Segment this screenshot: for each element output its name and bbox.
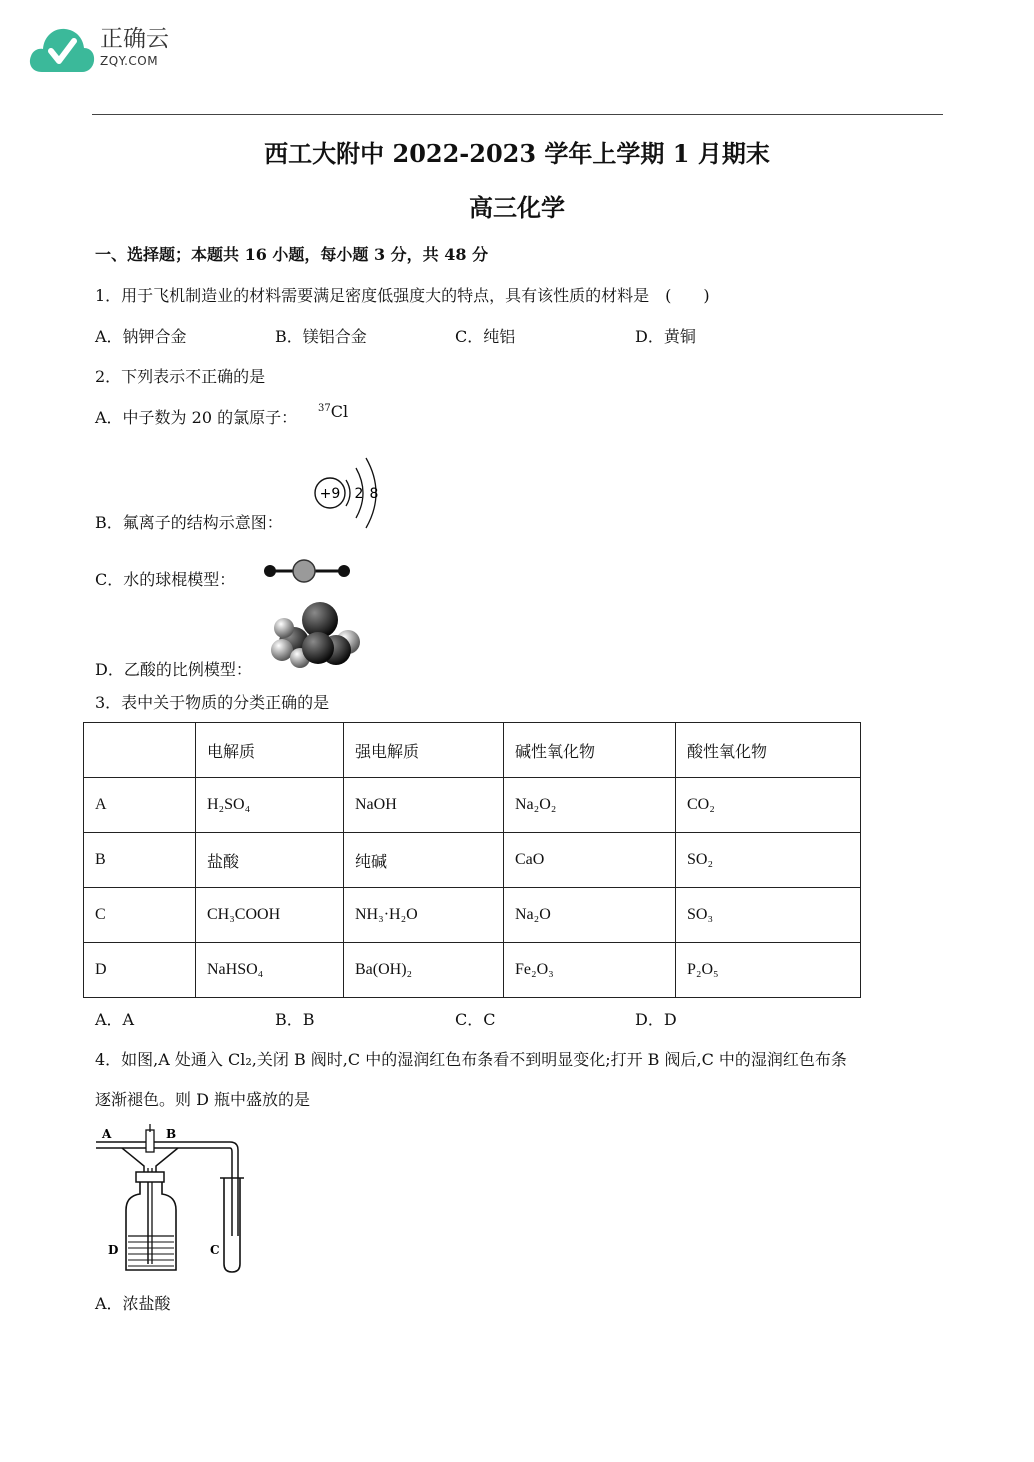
question-2-stem: 2．下列表示不正确的是 [95, 367, 266, 386]
logo [28, 22, 178, 74]
section-heading: 一、选择题；本题共 16 小题，每小题 3 分，共 48 分 [95, 245, 489, 264]
table-header-cell: 电解质 [196, 723, 344, 778]
header-divider [92, 114, 943, 115]
table-cell: Fe₂O₃ [504, 943, 676, 998]
question-3-stem: 3．表中关于物质的分类正确的是 [95, 693, 330, 712]
apparatus-label-a: A [102, 1127, 112, 1141]
question-1-option-a: A．钠钾合金 [95, 327, 187, 346]
chlorine-apparatus-diagram [92, 1124, 252, 1276]
table-row [84, 833, 861, 888]
table-row [84, 888, 861, 943]
page-title: 西工大附中 2022-2023 学年上学期 1 月期末 [264, 139, 770, 168]
table-cell: Na₂O₂ [504, 778, 676, 833]
apparatus-label-d: D [108, 1243, 119, 1257]
table-header-cell [84, 723, 196, 778]
classification-table [83, 722, 861, 998]
isotope-element-symbol: Cl [330, 402, 349, 421]
table-header-cell: 碱性氧化物 [504, 723, 676, 778]
table-cell: Ba(OH)₂ [344, 943, 504, 998]
table-cell: A [84, 778, 196, 833]
table-cell: B [84, 833, 196, 888]
apparatus-label-c: C [210, 1243, 220, 1257]
table-header-cell: 酸性氧化物 [676, 723, 861, 778]
question-1-option-b: B．镁铝合金 [275, 327, 367, 346]
page-subtitle: 高三化学 [469, 193, 565, 222]
question-4-option-a: A．浓盐酸 [95, 1294, 171, 1313]
question-2-option-b: B．氟离子的结构示意图： [95, 513, 283, 532]
table-cell: D [84, 943, 196, 998]
shell-1-electrons: 2 [354, 486, 364, 502]
table-row [84, 943, 861, 998]
table-header-row [84, 723, 861, 778]
isotope-mass-number: 37 [318, 403, 331, 414]
table-cell: P₂O₅ [676, 943, 861, 998]
acetic-acid-space-filling-model [270, 598, 366, 670]
question-1-stem: 1．用于飞机制造业的材料需要满足密度低强度大的特点，具有该性质的材料是 ( ) [95, 286, 710, 305]
table-cell: CH₃COOH [196, 888, 344, 943]
fluoride-ion-structure-diagram [308, 456, 388, 532]
question-3-option-d: D．D [635, 1010, 677, 1029]
question-4-stem-line-2: 逐渐褪色。则 D 瓶中盛放的是 [95, 1090, 311, 1109]
question-1-option-d: D．黄铜 [635, 327, 696, 346]
table-cell: CO₂ [676, 778, 861, 833]
water-ball-stick-model [260, 559, 356, 583]
question-2-option-d: D．乙酸的比例模型： [95, 660, 252, 679]
table-cell: SO₃ [676, 888, 861, 943]
table-cell: SO₂ [676, 833, 861, 888]
table-cell: NH₃·H₂O [344, 888, 504, 943]
table-cell: H₂SO₄ [196, 778, 344, 833]
question-1-option-c: C．纯铝 [455, 327, 516, 346]
question-4-stem-line-1: 4．如图,A 处通入 Cl₂,关闭 B 阀时,C 中的湿润红色布条看不到明显变化;打开 B 阀后,C 中的湿润红色布条 [95, 1050, 847, 1069]
question-3-option-a: A．A [95, 1010, 135, 1029]
apparatus-label-b: B [166, 1127, 177, 1141]
table-cell: NaHSO₄ [196, 943, 344, 998]
question-2-option-c: C．水的球棍模型： [95, 570, 236, 589]
question-3-option-c: C．C [455, 1010, 496, 1029]
logo-domain: ZQY.COM [100, 54, 159, 68]
table-row [84, 778, 861, 833]
question-2-option-a: A．中子数为 20 的氯原子： [95, 408, 298, 427]
shell-2-electrons: 8 [369, 486, 379, 502]
question-3-option-b: B．B [275, 1010, 315, 1029]
table-cell: Na₂O [504, 888, 676, 943]
logo-cloud-icon [28, 22, 96, 74]
table-cell: 盐酸 [196, 833, 344, 888]
table-cell: C [84, 888, 196, 943]
nucleus-charge-label: +9 [319, 486, 341, 502]
table-cell: 纯碱 [344, 833, 504, 888]
table-cell: CaO [504, 833, 676, 888]
logo-name: 正确云 [100, 26, 169, 52]
table-header-cell: 强电解质 [344, 723, 504, 778]
table-cell: NaOH [344, 778, 504, 833]
chlorine-isotope-symbol [318, 402, 348, 421]
